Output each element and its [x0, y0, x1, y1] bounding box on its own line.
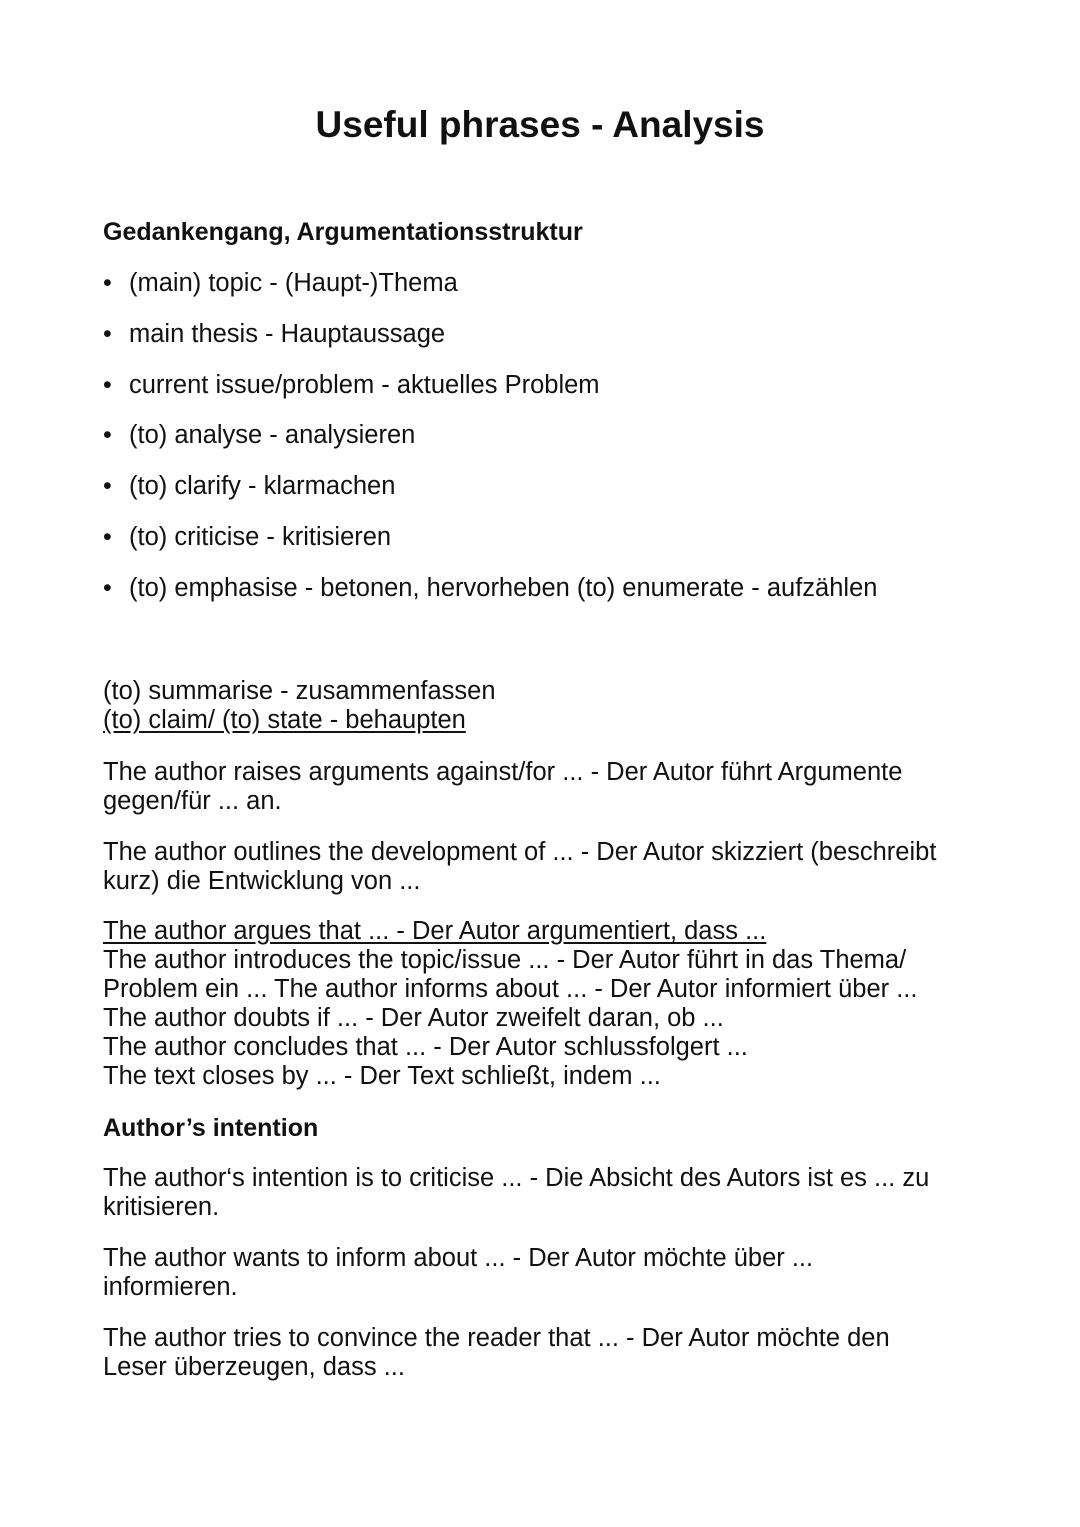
phrase-introduces: The author introduces the topic/issue ... - Der Autor führt in das Thema/	[103, 946, 907, 974]
phrase-concludes: The author concludes that ... - Der Autor schlussfolgert ...	[103, 1033, 748, 1061]
phrase-intention-criticise: The author‘s intention is to criticise ... - Die Absicht des Autors ist es ... zu kritisieren.	[103, 1164, 930, 1221]
list-item: • (to) emphasise - betonen, hervorheben (to) enumerate - aufzählen	[103, 570, 877, 621]
section-heading-intention: Author’s intention	[103, 1114, 319, 1142]
bullet-icon: •	[103, 522, 112, 551]
bullet-icon: •	[103, 269, 112, 297]
bullet-icon: •	[103, 472, 112, 501]
summarise-claim-block	[103, 677, 983, 735]
phrase-group-author-verbs	[103, 917, 983, 1091]
bullet-icon: •	[103, 370, 112, 399]
bullet-icon: •	[103, 573, 112, 602]
phrase-summarise: (to) summarise - zusammenfassen	[103, 677, 496, 705]
phrase-closes: The text closes by ... - Der Text schließt, indem ...	[103, 1062, 661, 1090]
list-item: • current issue/problem - aktuelles Problem	[103, 367, 877, 418]
list-item: • main thesis - Hauptaussage	[103, 316, 877, 367]
phrase-raises-arguments: The author raises arguments against/for ... - Der Autor führt Argumente gegen/für ... an.	[103, 758, 903, 815]
phrase-bullet-list	[103, 265, 877, 621]
phrase-intention-inform: The author wants to inform about ... - Der Autor möchte über ... informieren.	[103, 1244, 814, 1301]
phrase-intention-convince: The author tries to convince the reader that ... - Der Autor möchte den Leser überzeugen, dass ...	[103, 1324, 890, 1381]
phrase-doubts: The author doubts if ... - Der Autor zweifelt daran, ob ...	[103, 1004, 724, 1032]
section-heading-argumentation: Gedankengang, Argumentationsstruktur	[103, 218, 583, 246]
page-title: Useful phrases - Analysis	[315, 104, 765, 145]
list-item: • (to) analyse - analysieren	[103, 417, 877, 468]
list-item: • (to) criticise - kritisieren	[103, 519, 877, 570]
bullet-icon: •	[103, 421, 112, 450]
list-item: • (to) clarify - klarmachen	[103, 468, 877, 519]
bullet-icon: •	[103, 319, 112, 348]
list-item: • (main) topic - (Haupt-)Thema	[103, 265, 877, 316]
phrase-argues: The author argues that ... - Der Autor argumentiert, dass ...	[103, 917, 767, 945]
phrase-informs: Problem ein ... The author informs about ... - Der Autor informiert über ...	[103, 975, 918, 1003]
phrase-claim: (to) claim/ (to) state - behaupten	[103, 706, 466, 734]
phrase-outlines: The author outlines the development of ... - Der Autor skizziert (beschreibt kurz) die Entwicklung von ...	[103, 838, 937, 895]
